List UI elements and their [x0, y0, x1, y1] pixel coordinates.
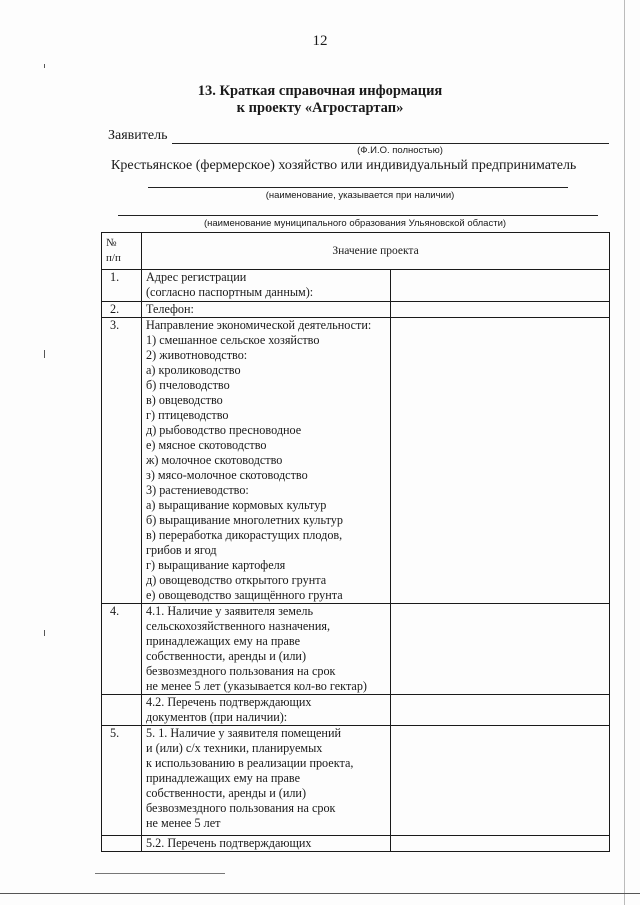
scan-speck	[44, 350, 45, 358]
row-value-field[interactable]	[391, 695, 610, 726]
name-hint: (наименование, указывается при наличии)	[265, 190, 455, 201]
row-text-line: 4.1. Наличие у заявителя земель	[146, 604, 314, 618]
row-text-line: а) кролиководство	[146, 363, 241, 377]
row-text-line: а) выращивание кормовых культур	[146, 498, 327, 512]
row-text-line: Адрес регистрации	[146, 270, 247, 284]
project-info-table	[101, 232, 610, 852]
row-number: 1.	[102, 270, 142, 302]
scan-bottom-line	[0, 893, 640, 894]
row-text-line: не менее 5 лет (указывается кол-во гектар)	[146, 679, 367, 693]
row-value-field[interactable]	[391, 270, 610, 302]
municipality-input-line[interactable]	[118, 215, 598, 216]
table-row	[102, 302, 610, 318]
row-label	[142, 836, 391, 852]
row-text-line: г) птицеводство	[146, 408, 229, 422]
row-text-line: б) пчеловодство	[146, 378, 230, 392]
row-label	[142, 318, 391, 604]
section-subtitle: к проекту «Агростартап»	[236, 100, 404, 116]
table-header-row	[102, 233, 610, 270]
row-text-line: з) мясо-молочное скотоводство	[146, 468, 308, 482]
row-value-field[interactable]	[391, 604, 610, 695]
scan-speck	[44, 630, 45, 636]
row-text-line: 5. 1. Наличие у заявителя помещений	[146, 726, 341, 740]
row-text-line: г) выращивание картофеля	[146, 558, 286, 572]
row-text-line: 4.2. Перечень подтверждающих	[146, 695, 312, 709]
scan-edge-line	[624, 0, 625, 905]
scan-fragment-line	[95, 873, 225, 874]
applicant-label: Заявитель	[108, 128, 168, 143]
row-label	[142, 695, 391, 726]
row-text-line: (согласно паспортным данным):	[146, 285, 314, 299]
row-text-line: 2) животноводство:	[146, 348, 248, 362]
row-text-line: б) выращивание многолетних культур	[146, 513, 343, 527]
row-label	[142, 302, 391, 318]
section-title: 13. Краткая справочная информация	[197, 83, 443, 99]
row-text-line: сельскохозяйственного назначения,	[146, 619, 331, 633]
row-text-line: д) рыбоводство пресноводное	[146, 423, 302, 437]
row-text-line: принадлежащих ему на праве	[146, 771, 300, 785]
row-text-line: в) переработка дикорастущих плодов,	[146, 528, 343, 542]
table-row	[102, 604, 610, 695]
table-row	[102, 270, 610, 302]
page-number: 12	[312, 33, 328, 49]
row-text-line: е) мясное скотоводство	[146, 438, 267, 452]
row-text-line: 1) смешанное сельское хозяйство	[146, 333, 320, 347]
row-text-line: и (или) с/х техники, планируемых	[146, 741, 323, 755]
row-value-field[interactable]	[391, 318, 610, 604]
header-num-cell	[102, 233, 142, 270]
table-row	[102, 836, 610, 852]
row-number	[102, 836, 142, 852]
applicant-input-line[interactable]	[172, 143, 609, 144]
row-text-line: собственности, аренды и (или)	[146, 649, 307, 663]
row-text-line: е) овощеводство защищённого грунта	[146, 588, 343, 602]
row-text-line: принадлежащих ему на праве	[146, 634, 300, 648]
municipality-hint: (наименование муниципального образования Ульяновской области)	[203, 218, 507, 229]
row-text-line: ж) молочное скотоводство	[146, 453, 283, 467]
farm-type-text: Крестьянское (фермерское) хозяйство или индивидуальный предприниматель	[111, 158, 577, 173]
name-input-line[interactable]	[148, 187, 568, 188]
row-value-field[interactable]	[391, 726, 610, 836]
row-text-line: собственности, аренды и (или)	[146, 786, 307, 800]
scan-speck	[44, 64, 45, 68]
row-text-line: не менее 5 лет	[146, 816, 221, 830]
row-text-line: Телефон:	[146, 302, 194, 316]
row-text-line: безвозмездного пользования на срок	[146, 664, 336, 678]
row-number: 3.	[102, 318, 142, 604]
table-row	[102, 726, 610, 836]
row-label	[142, 604, 391, 695]
row-number	[102, 695, 142, 726]
row-label	[142, 270, 391, 302]
row-text-line: грибов и ягод	[146, 543, 217, 557]
row-text-line: безвозмездного пользования на срок	[146, 801, 336, 815]
row-number: 5.	[102, 726, 142, 836]
row-text-line: Направление экономической деятельности:	[146, 318, 372, 332]
header-num-symbol: №	[106, 237, 117, 249]
row-number: 4.	[102, 604, 142, 695]
header-num-label: п/п	[106, 252, 121, 264]
row-number: 2.	[102, 302, 142, 318]
row-text-line: 3) растениеводство:	[146, 483, 249, 497]
table-row	[102, 695, 610, 726]
row-text-line: д) овощеводство открытого грунта	[146, 573, 327, 587]
row-value-field[interactable]	[391, 302, 610, 318]
row-value-field[interactable]	[391, 836, 610, 852]
row-text-line: 5.2. Перечень подтверждающих	[146, 836, 312, 850]
header-value-cell: Значение проекта	[142, 233, 610, 270]
row-text-line: к использованию в реализации проекта,	[146, 756, 354, 770]
applicant-hint: (Ф.И.О. полностью)	[357, 145, 443, 156]
row-text-line: документов (при наличии):	[146, 710, 288, 724]
row-text-line: в) овцеводство	[146, 393, 223, 407]
row-label	[142, 726, 391, 836]
table-row	[102, 318, 610, 604]
